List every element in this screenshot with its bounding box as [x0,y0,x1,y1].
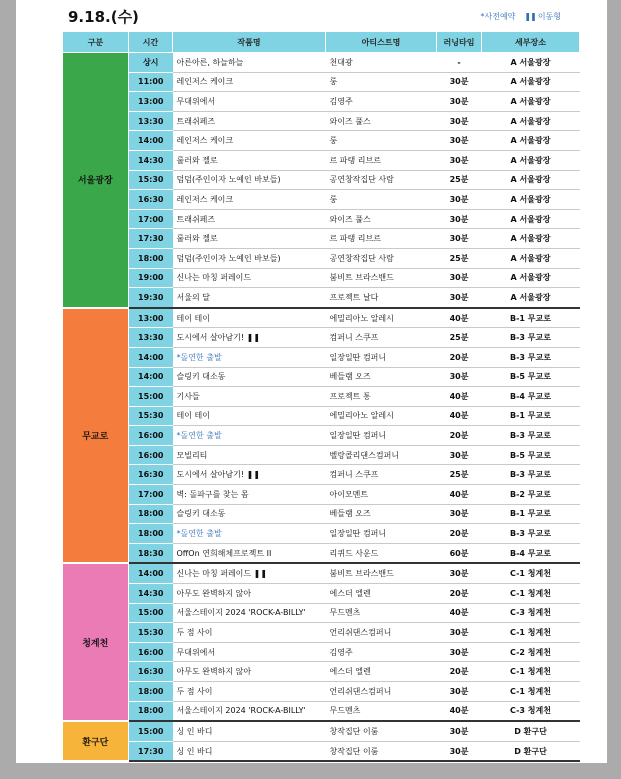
title-cell: OffOn 연희해체프로젝트 II [173,543,326,563]
runtime-cell: 30분 [437,504,482,524]
title-cell: 기사들 [173,387,326,407]
title-cell: 레인저스 케이크 [173,131,326,151]
runtime-cell: 20분 [437,662,482,682]
table-row [63,308,580,328]
table-row [63,741,580,761]
place-cell: B-1 무교로 [482,308,580,328]
table-row [63,92,580,112]
artist-cell: 창작집단 이룸 [326,741,437,761]
table-row [63,465,580,485]
runtime-cell: 40분 [437,387,482,407]
table-row [63,623,580,643]
place-cell: A 서울광장 [482,72,580,92]
time-cell: 13:30 [129,328,173,348]
title-cell: 슬링키 대소동 [173,367,326,387]
place-cell: B-4 무교로 [482,387,580,407]
artist-cell: 베들램 오즈 [326,367,437,387]
time-cell: 15:30 [129,170,173,190]
title-cell: 서울의 달 [173,288,326,308]
header-time: 시간 [129,32,173,53]
time-cell: 19:30 [129,288,173,308]
title-cell: 무대위에서 [173,642,326,662]
artist-cell: 벨랑콜리댄스컴퍼니 [326,445,437,465]
time-cell: 18:00 [129,524,173,544]
runtime-cell: 30분 [437,563,482,583]
title-cell: 서울스테이지 2024 'ROCK-A-BILLY' [173,701,326,721]
runtime-cell: 30분 [437,92,482,112]
title-cell: *돌연한 출발 [173,347,326,367]
time-cell: 15:00 [129,721,173,741]
table-row [63,563,580,583]
title-cell: 아른아른, 하늘하늘 [173,53,326,73]
place-cell: B-1 무교로 [482,504,580,524]
time-cell: 17:30 [129,229,173,249]
artist-cell: 언리쉬댄스컴퍼니 [326,623,437,643]
title-cell: 슬링키 대소동 [173,504,326,524]
runtime-cell: 30분 [437,72,482,92]
place-cell: D 환구단 [482,721,580,741]
title-cell: 신나는 마칭 퍼레이드 [173,268,326,288]
artist-cell: 와이즈 풀스 [326,111,437,131]
table-row [63,485,580,505]
artist-cell: 에밀리아노 알레시 [326,406,437,426]
runtime-cell: 20분 [437,524,482,544]
time-cell: 17:30 [129,741,173,761]
place-cell: A 서울광장 [482,92,580,112]
runtime-cell: 30분 [437,642,482,662]
table-row [63,642,580,662]
table-row [63,662,580,682]
artist-cell: 프로젝트 날다 [326,288,437,308]
runtime-cell: 40분 [437,308,482,328]
schedule-sheet [16,0,607,763]
artist-cell: 공연창작집단 사람 [326,170,437,190]
table-row [63,248,580,268]
table-row [63,53,580,73]
schedule-table [62,31,580,762]
place-cell: A 서울광장 [482,288,580,308]
table-row [63,328,580,348]
runtime-cell: 30분 [437,150,482,170]
time-cell: 14:00 [129,131,173,151]
place-cell: A 서울광장 [482,209,580,229]
place-cell: B-3 무교로 [482,426,580,446]
zone-label: 서울광장 [63,53,129,308]
time-cell: 16:30 [129,465,173,485]
time-cell: 13:00 [129,308,173,328]
title-cell: 아무도 완벽하지 않아 [173,584,326,604]
time-cell: 13:00 [129,92,173,112]
footprints-icon: ❚❚ [524,12,536,21]
table-row [63,268,580,288]
runtime-cell: 30분 [437,229,482,249]
artist-cell: 언리쉬댄스컴퍼니 [326,682,437,702]
title-cell: 레인저스 케이크 [173,72,326,92]
artist-cell: 룽 [326,131,437,151]
table-row [63,72,580,92]
runtime-cell: 30분 [437,288,482,308]
title-cell: 덤덤(주인이자 노예인 바보들) [173,248,326,268]
table-row [63,190,580,210]
artist-cell: 김영주 [326,642,437,662]
artist-cell: 컴퍼니 스쿠프 [326,465,437,485]
runtime-cell: 30분 [437,721,482,741]
title-cell: 싱 인 바디 [173,741,326,761]
place-cell: A 서울광장 [482,131,580,151]
time-cell: 15:30 [129,406,173,426]
moving-legend [524,11,561,22]
time-cell: 18:00 [129,248,173,268]
table-row [63,524,580,544]
runtime-cell: 30분 [437,741,482,761]
artist-cell: 와이즈 풀스 [326,209,437,229]
title-cell: 두 점 사이 [173,623,326,643]
time-cell: 16:30 [129,662,173,682]
runtime-cell: 25분 [437,328,482,348]
place-cell: B-3 무교로 [482,524,580,544]
time-cell: 16:00 [129,426,173,446]
title-cell: 싱 인 바디 [173,721,326,741]
table-row [63,721,580,741]
title-cell: 덤덤(주인이자 노예인 바보들) [173,170,326,190]
artist-cell: 리퀴드 사운드 [326,543,437,563]
runtime-cell: 25분 [437,248,482,268]
header-place: 세부장소 [482,32,580,53]
time-cell: 19:00 [129,268,173,288]
place-cell: C-3 청계천 [482,603,580,623]
header-runtime: 러닝타임 [437,32,482,53]
artist-cell: 김영주 [326,92,437,112]
place-cell: A 서울광장 [482,229,580,249]
artist-cell: 룽 [326,190,437,210]
artist-cell: 에스더 엘렌 [326,662,437,682]
place-cell: A 서울광장 [482,111,580,131]
runtime-cell: 30분 [437,445,482,465]
table-row [63,584,580,604]
runtime-cell: 40분 [437,406,482,426]
time-cell: 15:00 [129,603,173,623]
zone-label: 환구단 [63,721,129,761]
table-header-row [63,32,580,53]
zone-label: 청계천 [63,563,129,721]
place-cell: B-5 무교로 [482,445,580,465]
title-cell: 도시에서 살아남기! ❚❚ [173,465,326,485]
table-row [63,406,580,426]
runtime-cell: 40분 [437,603,482,623]
runtime-cell: 60분 [437,543,482,563]
title-cell: 테이 테이 [173,406,326,426]
time-cell: 14:00 [129,367,173,387]
place-cell: C-1 청계천 [482,662,580,682]
table-row [63,504,580,524]
title-cell: 모빌리티 [173,445,326,465]
time-cell: 17:00 [129,209,173,229]
legend [480,11,561,22]
table-row [63,701,580,721]
place-cell: C-1 청계천 [482,682,580,702]
title-cell: 트래쉬페즈 [173,209,326,229]
place-cell: D 환구단 [482,741,580,761]
runtime-cell: 30분 [437,682,482,702]
time-cell: 14:00 [129,347,173,367]
table-row [63,288,580,308]
place-cell: C-2 청계천 [482,642,580,662]
time-cell: 13:30 [129,111,173,131]
artist-cell: 붐비트 브라스밴드 [326,268,437,288]
artist-cell: 에밀리아노 알레시 [326,308,437,328]
title-cell: 도시에서 살아남기! ❚❚ [173,328,326,348]
runtime-cell: 30분 [437,131,482,151]
title-cell: 무대위에서 [173,92,326,112]
reservation-legend: *사전예약 [480,12,516,21]
table-row [63,150,580,170]
title-cell: 신나는 마칭 퍼레이드 ❚❚ [173,563,326,583]
place-cell: A 서울광장 [482,150,580,170]
table-row [63,209,580,229]
runtime-cell: 20분 [437,584,482,604]
title-cell: 두 점 사이 [173,682,326,702]
time-cell: 18:30 [129,543,173,563]
title-cell: *돌연한 출발 [173,524,326,544]
header-zone: 구분 [63,32,129,53]
artist-cell: 일장일딴 컴퍼니 [326,347,437,367]
time-cell: 16:30 [129,190,173,210]
place-cell: B-1 무교로 [482,406,580,426]
artist-cell: 공연창작집단 사람 [326,248,437,268]
artist-cell: 르 파탱 리브르 [326,229,437,249]
header-artist: 아티스트명 [326,32,437,53]
time-cell: 14:30 [129,584,173,604]
runtime-cell: 25분 [437,170,482,190]
time-cell: 11:00 [129,72,173,92]
time-cell: 17:00 [129,485,173,505]
time-cell: 15:00 [129,387,173,407]
runtime-cell: 25분 [437,465,482,485]
place-cell: C-3 청계천 [482,701,580,721]
table-row [63,682,580,702]
place-cell: B-5 무교로 [482,367,580,387]
place-cell: B-2 무교로 [482,485,580,505]
runtime-cell: 30분 [437,268,482,288]
place-cell: A 서울광장 [482,170,580,190]
title-cell: 서울스테이지 2024 'ROCK-A-BILLY' [173,603,326,623]
place-cell: C-1 청계천 [482,584,580,604]
table-row [63,111,580,131]
artist-cell: 무드멘츠 [326,701,437,721]
table-row [63,170,580,190]
table-row [63,543,580,563]
runtime-cell: 30분 [437,111,482,131]
artist-cell: 베들램 오즈 [326,504,437,524]
title-cell: 벽: 돌파구를 찾는 몸 [173,485,326,505]
table-row [63,445,580,465]
time-cell: 18:00 [129,682,173,702]
place-cell: A 서울광장 [482,268,580,288]
table-row [63,229,580,249]
artist-cell: 천대광 [326,53,437,73]
place-cell: B-3 무교로 [482,328,580,348]
title-cell: 아무도 완벽하지 않아 [173,662,326,682]
artist-cell: 룽 [326,72,437,92]
artist-cell: 컴퍼니 스쿠프 [326,328,437,348]
zone-label: 무교로 [63,308,129,564]
artist-cell: 르 파탱 리브르 [326,150,437,170]
time-cell: 16:00 [129,642,173,662]
table-row [63,367,580,387]
artist-cell: 붐비트 브라스밴드 [326,563,437,583]
artist-cell: 아이모멘트 [326,485,437,505]
runtime-cell: 40분 [437,485,482,505]
artist-cell: 무드멘츠 [326,603,437,623]
title-cell: 레인저스 케이크 [173,190,326,210]
title-cell: 룰러와 젤로 [173,229,326,249]
place-cell: A 서울광장 [482,190,580,210]
table-row [63,387,580,407]
moving-legend-label: 이동형 [537,12,561,21]
place-cell: B-3 무교로 [482,465,580,485]
runtime-cell: 20분 [437,426,482,446]
artist-cell: 일장일딴 컴퍼니 [326,524,437,544]
time-cell: 16:00 [129,445,173,465]
artist-cell: 창작집단 이룸 [326,721,437,741]
place-cell: B-3 무교로 [482,347,580,367]
runtime-cell: 40분 [437,701,482,721]
title-cell: *돌연한 출발 [173,426,326,446]
page-title: 9.18.(수) [68,8,139,26]
time-cell: 상시 [129,53,173,73]
table-row [63,426,580,446]
title-cell: 트래쉬페즈 [173,111,326,131]
runtime-cell: 30분 [437,623,482,643]
place-cell: A 서울광장 [482,53,580,73]
artist-cell: 프로젝트 통 [326,387,437,407]
runtime-cell: 30분 [437,190,482,210]
time-cell: 18:00 [129,701,173,721]
runtime-cell: 20분 [437,347,482,367]
place-cell: B-4 무교로 [482,543,580,563]
artist-cell: 일장일딴 컴퍼니 [326,426,437,446]
time-cell: 14:00 [129,563,173,583]
table-row [63,131,580,151]
title-cell: 룰러와 젤로 [173,150,326,170]
time-cell: 14:30 [129,150,173,170]
header-title: 작품명 [173,32,326,53]
runtime-cell: 30분 [437,209,482,229]
time-cell: 18:00 [129,504,173,524]
time-cell: 15:30 [129,623,173,643]
runtime-cell: - [437,53,482,73]
place-cell: A 서울광장 [482,248,580,268]
title-cell: 테이 테이 [173,308,326,328]
place-cell: C-1 청계천 [482,563,580,583]
place-cell: C-1 청계천 [482,623,580,643]
artist-cell: 에스더 엘렌 [326,584,437,604]
table-row [63,347,580,367]
runtime-cell: 30분 [437,367,482,387]
table-row [63,603,580,623]
